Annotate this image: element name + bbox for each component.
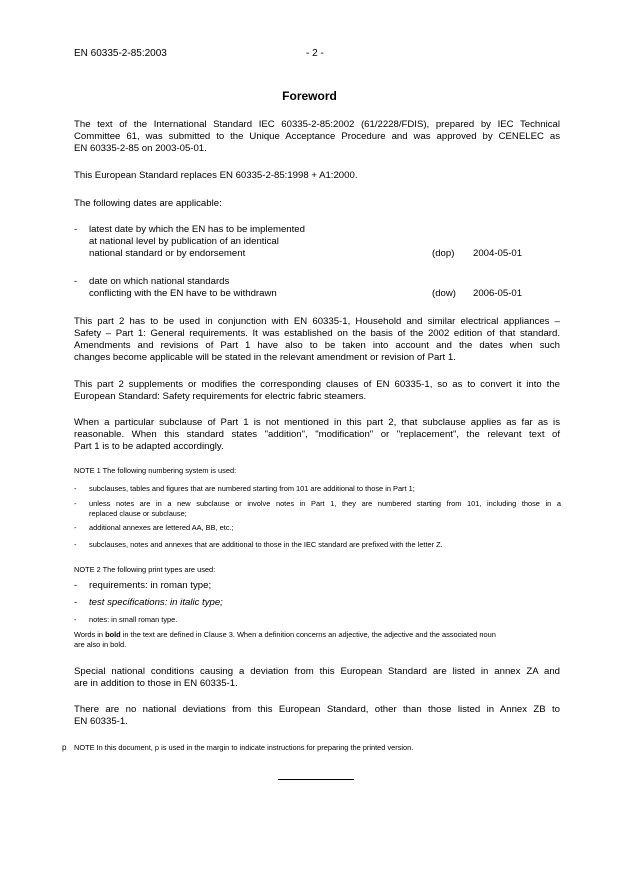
para8-line: There are no national deviations from this European Standard, other than those listed in Annex ZB to bbox=[74, 704, 560, 715]
para7-line: are in addition to those in EN 60335-1. bbox=[74, 678, 238, 689]
para7-line: Special national conditions causing a deviation from this European Standard are listed in annex ZA and bbox=[74, 666, 560, 677]
date-value: 2006-05-01 bbox=[473, 288, 523, 299]
note2-block bbox=[0, 565, 619, 650]
bold-line-post: in the text are defined in Clause 3. When a definition concerns an adjective, the adjective and the associated noun bbox=[120, 630, 496, 639]
paragraph-national-deviations bbox=[74, 704, 560, 728]
note1-item: replaced clause or subclause; bbox=[89, 508, 187, 518]
paragraph-supplements bbox=[74, 379, 560, 403]
paragraph-subclause bbox=[74, 417, 560, 453]
para5-line: European Standard: Safety requirements for electric fabric steamers. bbox=[74, 391, 367, 402]
para3-line: The following dates are applicable: bbox=[74, 198, 222, 209]
dash: - bbox=[74, 523, 77, 532]
date-desc-line: national standard or by endorsement bbox=[89, 248, 246, 259]
dash: - bbox=[74, 499, 77, 508]
date-desc-line: latest date by which the EN has to be implemented bbox=[89, 224, 305, 235]
paragraph-part1-usage bbox=[74, 316, 560, 364]
date-code: (dow) bbox=[432, 288, 456, 299]
para5-line: This part 2 supplements or modifies the corresponding clauses of EN 60335-1, so as to convert it into the bbox=[74, 379, 560, 390]
note2-item-requirements: requirements: in roman type; bbox=[89, 580, 212, 591]
margin-marker: p bbox=[62, 743, 67, 752]
dash: - bbox=[74, 597, 78, 608]
bold-word: bold bbox=[105, 630, 121, 639]
note1-item: subclauses, notes and annexes that are additional to those in the IEC standard are prefixed with the letter Z. bbox=[89, 540, 443, 549]
para1-line: Committee 61, was submitted to the Unique Acceptance Procedure and was approved by CENELEC as bbox=[74, 131, 560, 142]
page-number: - 2 - bbox=[306, 48, 324, 59]
para1-line: EN 60335-2-85 on 2003-05-01. bbox=[74, 143, 207, 154]
para6-line: Part 1 is to be adapted accordingly. bbox=[74, 441, 224, 452]
note2-item-test: test specifications: in italic type; bbox=[89, 597, 223, 608]
paragraph-replaces bbox=[74, 170, 560, 182]
para6-line: reasonable. When this standard states "addition", "modification" or "replacement", the relevant text of bbox=[74, 429, 560, 440]
para4-line: Safety – Part 1: General requirements. It was established on the basis of the 2002 edition of that standard. bbox=[74, 328, 560, 339]
note1-block bbox=[0, 466, 619, 556]
note1-item: additional annexes are lettered AA, BB, etc.; bbox=[89, 523, 234, 532]
paragraph-iec-text bbox=[74, 119, 560, 155]
date-value: 2004-05-01 bbox=[473, 248, 523, 259]
para4-line: Amendments and revisions of Part 1 have also to be taken into account and the dates when such bbox=[74, 340, 560, 351]
note2-item-notes: notes: in small roman type. bbox=[89, 615, 178, 624]
footer-rule bbox=[278, 779, 354, 780]
paragraph-dates-intro bbox=[74, 198, 560, 210]
para4-line: This part 2 has to be used in conjunction with EN 60335-1, Household and similar electrical appliances – bbox=[74, 316, 560, 327]
para6-line: When a particular subclause of Part 1 is not mentioned in this part 2, that subclause applies as far as is bbox=[74, 417, 560, 428]
bold-definition-line bbox=[74, 630, 560, 640]
para1-line: The text of the International Standard IEC 60335-2-85:2002 (61/2228/FDIS), prepared by IEC Technical bbox=[74, 119, 560, 130]
note2-label: NOTE 2 The following print types are used: bbox=[74, 565, 216, 574]
date-desc-line: at national level by publication of an identical bbox=[89, 236, 279, 247]
dash: - bbox=[74, 224, 78, 235]
bold-line-pre: Words in bbox=[74, 630, 106, 639]
paragraph-special-conditions bbox=[74, 666, 560, 690]
dash: - bbox=[74, 615, 77, 624]
dash: - bbox=[74, 484, 77, 493]
margin-note-text: NOTE In this document, p is used in the margin to indicate instructions for preparing the printed version. bbox=[74, 743, 414, 752]
note1-item: subclauses, tables and figures that are numbered starting from 101 are additional to those in Part 1; bbox=[89, 484, 415, 493]
dates-table bbox=[0, 224, 619, 304]
foreword-title: Foreword bbox=[282, 89, 337, 103]
para4-line: changes become applicable will be stated in the relevant amendment or revision of Part 1. bbox=[74, 352, 456, 363]
para2-line: This European Standard replaces EN 60335-2-85:1998 + A1:2000. bbox=[74, 170, 358, 181]
bold-definition-line: are also in bold. bbox=[74, 640, 127, 649]
date-desc-line: conflicting with the EN have to be withdrawn bbox=[89, 288, 277, 299]
dash: - bbox=[74, 276, 78, 287]
note1-item: unless notes are in a new subclause or involve notes in Part 1, they are numbered starting from 101, including those in a bbox=[89, 499, 561, 508]
page-header-docid: EN 60335-2-85:2003 bbox=[74, 48, 167, 59]
date-code: (dop) bbox=[432, 248, 455, 259]
para8-line: EN 60335-1. bbox=[74, 716, 128, 727]
date-desc-line: date on which national standards bbox=[89, 276, 230, 287]
dash: - bbox=[74, 580, 78, 591]
note1-label: NOTE 1 The following numbering system is used: bbox=[74, 466, 237, 475]
dash: - bbox=[74, 540, 77, 549]
